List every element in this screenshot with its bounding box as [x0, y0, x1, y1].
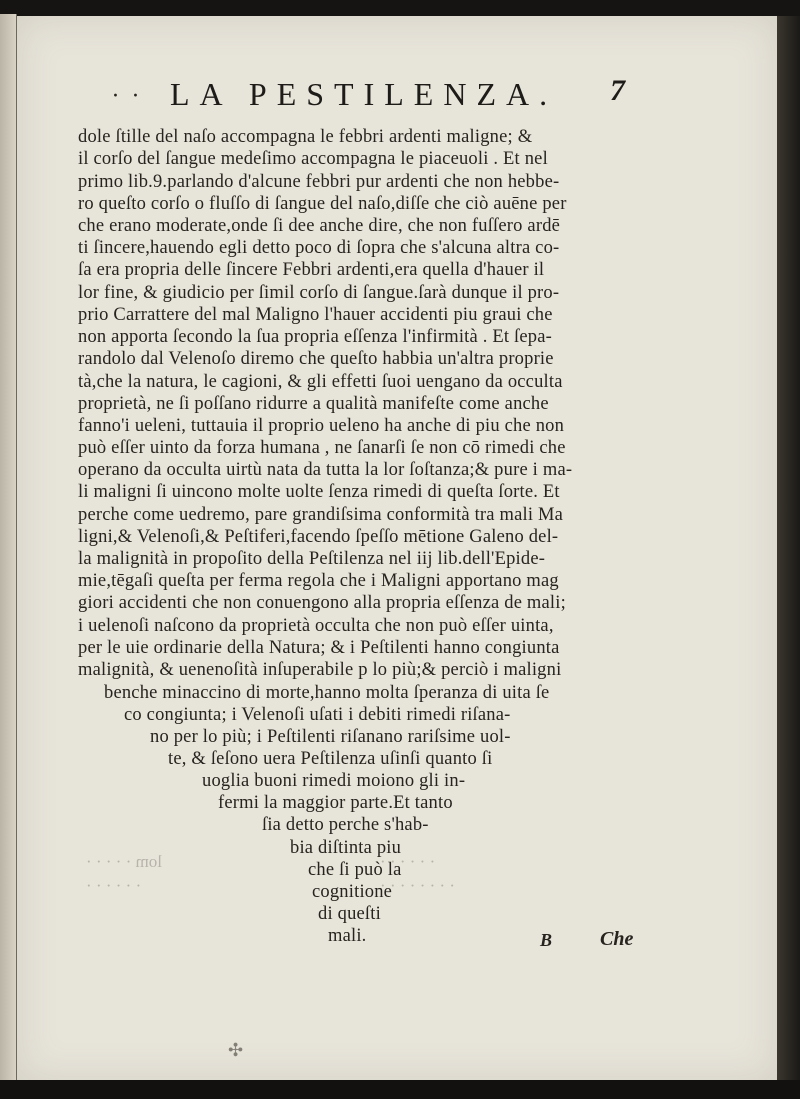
text-line: bia diſtinta piu	[290, 838, 402, 858]
text-line: operano da occulta uirtù nata da tutta la lor ſoſtanza;& pure i ma-	[78, 460, 573, 480]
text-line: malignità, & uenenoſità inſuperabile p lo più;& perciò i maligni	[78, 660, 562, 680]
bleed-through-text: lom · · · · ·	[86, 852, 163, 871]
text-line: che ſi può la	[308, 860, 402, 880]
bleed-through-text: · · · · · · · ·	[380, 876, 456, 895]
text-line: primo lib.9.parlando d'alcune febbri pur ardenti che non hebbe-	[78, 172, 560, 192]
running-title: LA PESTILENZA.	[170, 76, 558, 112]
text-line: fermi la maggior parte.Et tanto	[218, 793, 453, 813]
text-line: benche minaccino di morte,hanno molta ſperanza di uita ſe	[104, 683, 550, 703]
text-line: lor fine, & giudicio per ſimil corſo di ſangue.ſarà dunque il pro-	[78, 283, 560, 303]
text-line: non apporta ſecondo la ſua propria eſſenza l'infirmità . Et ſepa-	[78, 327, 553, 347]
text-line: giori accidenti che non conuengono alla propria eſſenza de mali;	[78, 593, 566, 613]
text-line: ſia detto perche s'hab-	[262, 815, 429, 835]
text-line: la malignità in propoſito della Peſtilenza nel iij lib.dell'Epide-	[78, 549, 546, 569]
text-line: che erano moderate,onde ſi dee anche dire, che non fuſſero ardē	[78, 216, 561, 236]
text-line: ti ſincere,hauendo egli detto poco di ſopra che s'alcuna altra co-	[78, 238, 560, 258]
text-line: proprietà, ne ſi poſſano ridurre a qualità manifeſte come anche	[78, 394, 549, 414]
bleed-through-text: · · · · · ·	[86, 876, 142, 895]
text-line: uoglia buoni rimedi moiono gli in-	[202, 771, 466, 791]
text-line: perche come uedremo, pare grandiſsima conformità tra mali Ma	[78, 505, 564, 525]
text-line: i uelenoſi naſcono da proprietà occulta che non può eſſer uinta,	[78, 616, 554, 636]
scan-background-bottom	[0, 1080, 800, 1099]
text-line: mali.	[328, 926, 367, 946]
text-line: tà,che la natura, le cagioni, & gli effetti ſuoi uengano da occulta	[78, 372, 563, 392]
previous-page-edge	[0, 14, 17, 1084]
text-line: prio Carrattere del mal Maligno l'hauer accidenti piu graui che	[78, 305, 553, 325]
text-line: ligni,& Velenoſi,& Peſtiferi,facendo ſpeſſo mētione Galeno del-	[78, 527, 559, 547]
text-line: di queſti	[318, 904, 381, 924]
text-line: cognitione	[312, 882, 393, 902]
page-right-shadow	[777, 16, 800, 1082]
text-line: mie,tēgaſi queſta per ferma regola che i Maligni apportano mag	[78, 571, 559, 591]
signature-mark: B	[540, 930, 553, 950]
text-line: fanno'i ueleni, tuttauia il proprio ueleno ha anche di piu che non	[78, 416, 565, 436]
text-line: ſa era propria delle ſincere Febbri ardenti,era quella d'hauer il	[78, 260, 545, 280]
text-line: li maligni ſi uincono molte uolte ſenza rimedi di queſta ſorte. Et	[78, 482, 560, 502]
text-line: dole ſtille del naſo accompagna le febbri ardenti maligne; &	[78, 127, 533, 147]
text-line: può eſſer uinto da forza humana , ne ſanarſi ſe non cō rimedi che	[78, 438, 566, 458]
header-ornament-dots: · ·	[112, 84, 142, 109]
text-line: te, & ſeſono uera Peſtilenza uſinſi quanto ſi	[168, 749, 493, 769]
page-number: 7	[610, 74, 625, 107]
text-line: no per lo più; i Peſtilenti riſanano rariſsime uol-	[150, 727, 511, 747]
text-line: randolo dal Velenoſo diremo che queſto habbia un'altra proprie	[78, 349, 554, 369]
printer-ornament-icon: ✣	[228, 1040, 244, 1061]
text-line: co congiunta; i Velenoſi uſati i debiti rimedi riſana-	[124, 705, 511, 725]
bleed-through-text: · · · · · ·	[380, 852, 436, 871]
text-line: ro queſto corſo o fluſſo di ſangue del naſo,diſſe che ciò auēne per	[78, 194, 567, 214]
catchword: Che	[600, 928, 634, 950]
text-line: per le uie ordinarie della Natura; & i Peſtilenti hanno congiunta	[78, 638, 560, 658]
text-line: il corſo del ſangue medeſimo accompagna le piaceuoli . Et nel	[78, 149, 548, 169]
